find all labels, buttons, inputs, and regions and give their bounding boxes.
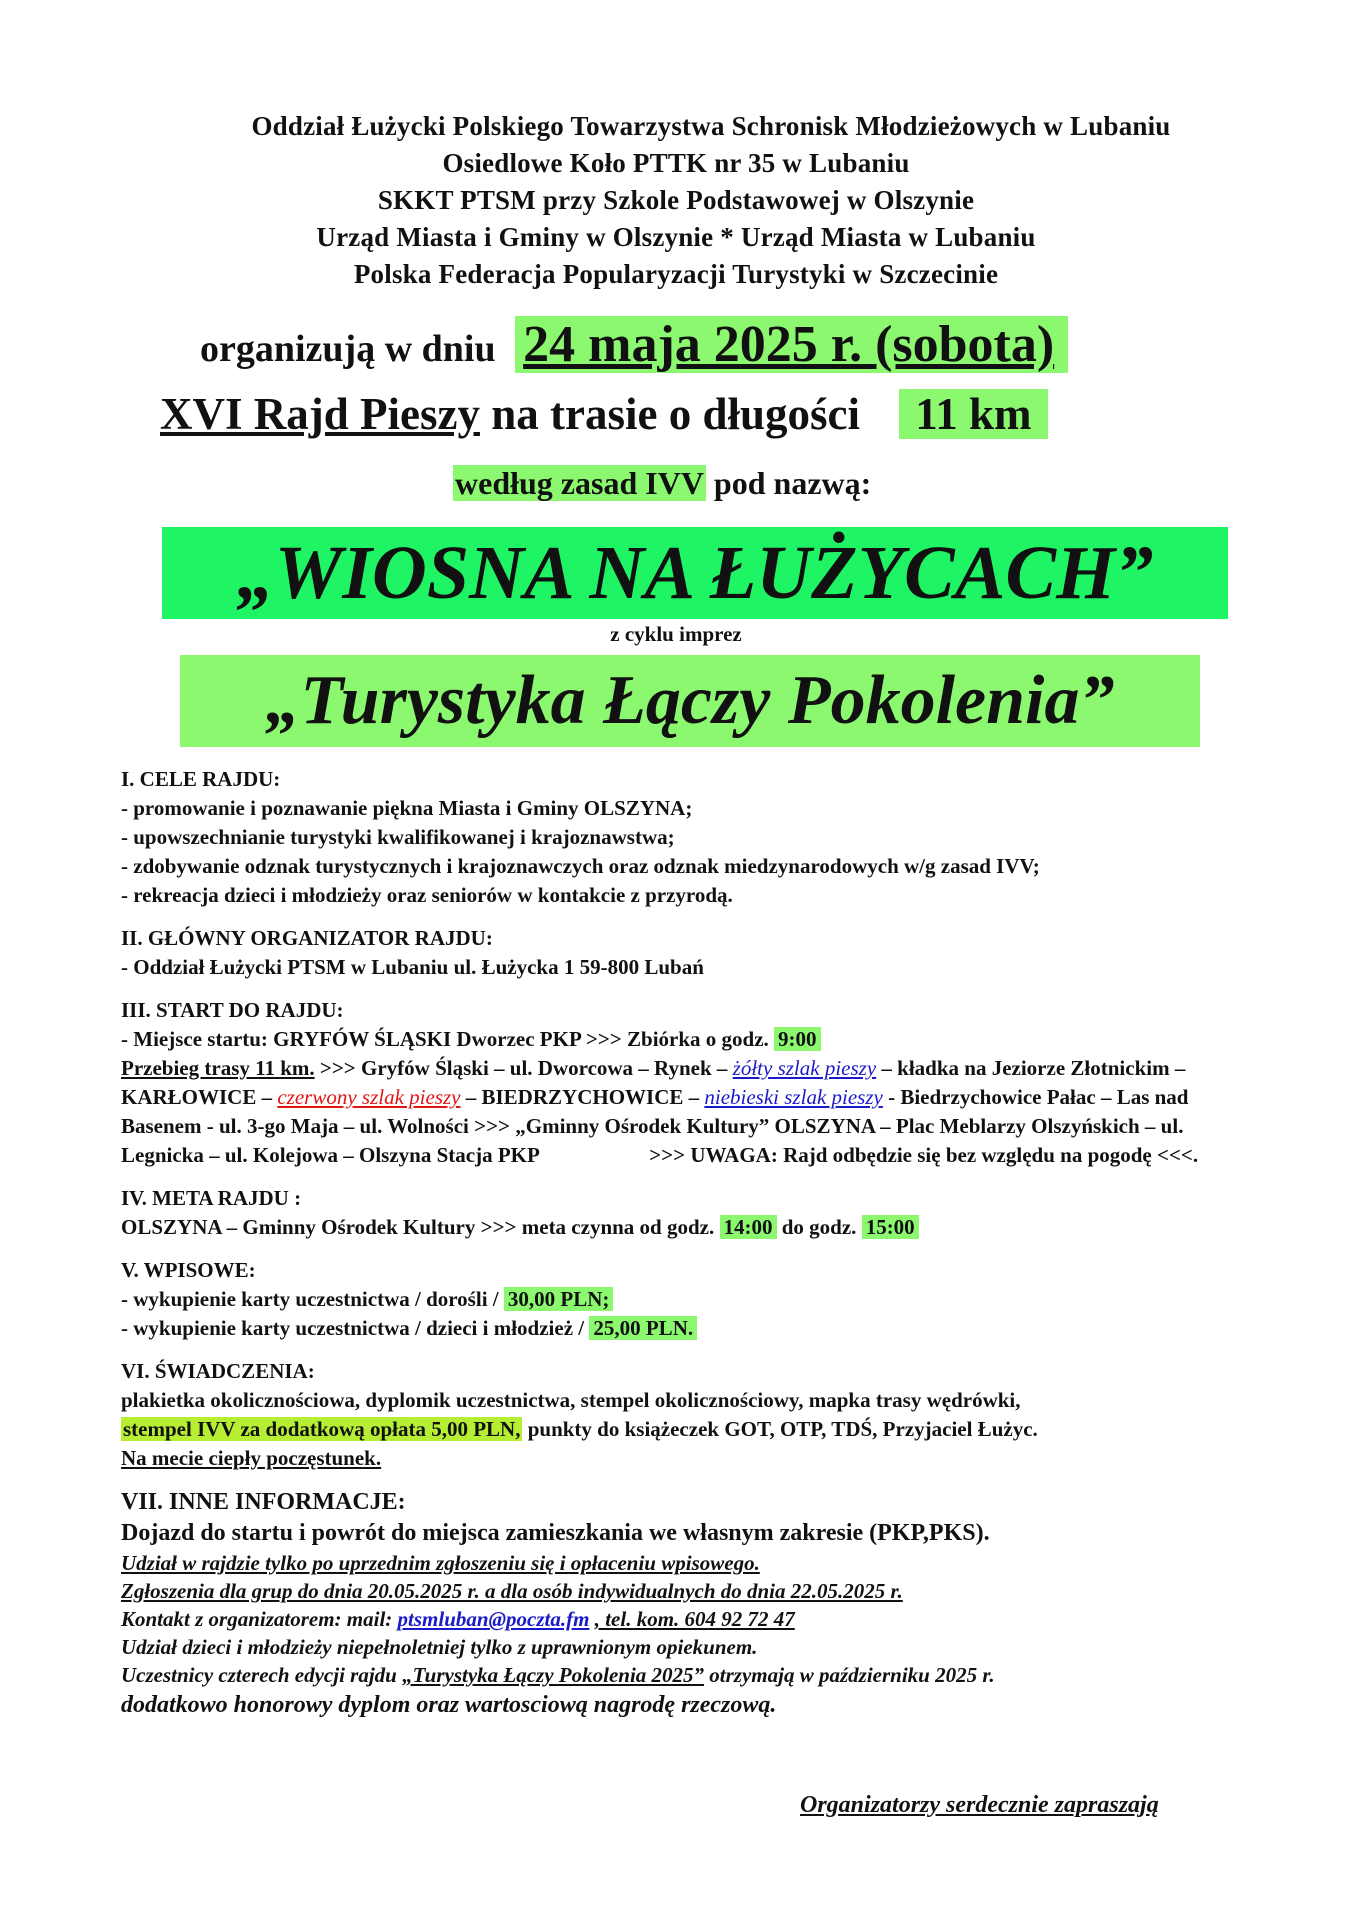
section-title: II. GŁÓWNY ORGANIZATOR RAJDU: [121, 926, 493, 950]
meta-line [121, 1213, 1261, 1242]
edition-prefix: Uczestnicy czterech edycji rajdu [121, 1663, 397, 1687]
info-line: Zgłoszenia dla grup do dnia 20.05.2025 r. a dla osób indywidualnych do dnia 22.05.2025 r. [121, 1579, 903, 1603]
ivv-stamp-fee: stempel IVV za dodatkową opłata 5,00 PLN, [123, 1417, 521, 1441]
route-part: – kładka na Jeziorze Złotnickim – KARŁOWICE – [121, 1056, 1186, 1109]
edition-event: „Turystyka Łączy Pokolenia 2025” [402, 1663, 705, 1687]
distance-badge: 11 km [899, 389, 1047, 439]
route-part: – BIEDRZYCHOWICE – [465, 1085, 700, 1109]
ivv-line [453, 465, 871, 502]
benefits-rest: punkty do książeczek GOT, OTP, TDŚ, Przyjaciel Łużyc. [527, 1417, 1038, 1441]
organizer-line: Oddział Łużycki Polskiego Towarzystwa Schronisk Młodzieżowych w Lubaniu [251, 111, 1171, 141]
benefits-meal: Na mecie ciepły poczęstunek. [121, 1446, 382, 1470]
route-part: >>> Gryfów Śląski – ul. Dworcowa – Rynek – [319, 1056, 728, 1080]
contact-phone: , tel. kom. 604 92 72 47 [594, 1607, 795, 1631]
fee-adult-label: - wykupienie karty uczestnictwa / dorośli / [121, 1287, 499, 1311]
section-title: III. START DO RAJDU: [121, 998, 344, 1022]
info-line: Udział dzieci i młodzieży niepełnoletniej tylko z uprawnionym opiekunem. [121, 1635, 758, 1659]
benefits-line [121, 1415, 1261, 1444]
ivv-rules: według zasad IVV [455, 465, 704, 501]
list-item: - upowszechnianie turystyki kwalifikowanej i krajoznawstwa; [121, 825, 675, 849]
cycle-title: „Turystyka Łączy Pokolenia” [180, 655, 1200, 747]
section-swiadczenia [121, 1357, 1261, 1473]
benefits-line: plakietka okolicznościowa, dyplomik uczestnictwa, stempel okolicznościowy, mapka trasy wędrówki, [121, 1388, 1021, 1412]
organizer-line: Polska Federacja Popularyzacji Turystyki w Szczecinie [353, 259, 999, 289]
start-place [121, 1025, 1261, 1054]
section-title: IV. META RAJDU : [121, 1186, 302, 1210]
fee-child-amount: 25,00 PLN. [589, 1316, 697, 1340]
list-item: - rekreacja dzieci i młodzieży oraz seniorów w kontakcie z przyrodą. [121, 883, 733, 907]
contact-prefix: Kontakt z organizatorem: mail: [121, 1607, 393, 1631]
rajd-middle: na trasie o długości [491, 389, 860, 439]
meta-open-to: 15:00 [862, 1215, 919, 1239]
section-title: I. CELE RAJDU: [121, 767, 281, 791]
fee-adult [121, 1285, 1261, 1314]
info-line: Udział w rajdzie tylko po uprzednim zgłoszeniu się i opłaceniu wpisowego. [121, 1551, 760, 1575]
section-title: V. WPISOWE: [121, 1258, 256, 1282]
list-item: - promowanie i poznawanie piękna Miasta i Gminy OLSZYNA; [121, 796, 693, 820]
route-part: - Biedrzychowice Pałac – Las nad Basenem - ul. 3-go Maja – ul. Wolności >>> „Gminny Ośrodek Kultury” OLSZYNA – Plac Meblarzy Olszyńskich – ul. Legnicka – ul. Kolejowa – Olszyna Stacja PKP [121, 1085, 1189, 1167]
start-time: 9:00 [774, 1027, 821, 1051]
event-title: „WIOSNA NA ŁUŻYCACH” [162, 527, 1228, 619]
fee-adult-amount: 30,00 PLN; [504, 1287, 614, 1311]
organizers-block [0, 108, 1352, 293]
section-wpisowe [121, 1256, 1261, 1343]
blue-trail-link[interactable]: niebieski szlak pieszy [704, 1085, 883, 1109]
list-item: - zdobywanie odznak turystycznych i krajoznawczych oraz odznak miedzynarodowych w/g zasad IVV; [121, 854, 1040, 878]
info-line: Dojazd do startu i powrót do miejsca zamieszkania we własnym zakresie (PKP,PKS). [121, 1520, 990, 1546]
rajd-name: XVI Rajd Pieszy [160, 389, 480, 439]
rajd-line [160, 388, 1048, 440]
red-trail-link[interactable]: czerwony szlak pieszy [277, 1085, 461, 1109]
yellow-trail-link[interactable]: żółty szlak pieszy [732, 1056, 877, 1080]
meta-open-from: 14:00 [720, 1215, 777, 1239]
event-date: 24 maja 2025 r. (sobota) [515, 316, 1068, 373]
fee-child-label: - wykupienie karty uczestnictwa / dzieci i młodzież / [121, 1316, 585, 1340]
section-cele [121, 765, 1261, 910]
cycle-label: z cyklu imprez [610, 622, 742, 646]
section-organizator [121, 924, 1261, 982]
meta-text: OLSZYNA – Gminny Ośrodek Kultury >>> meta czynna od godz. [121, 1215, 715, 1239]
route-description [121, 1054, 1261, 1170]
weather-warning: >>> UWAGA: Rajd odbędzie się bez względu na pogodę <<<. [649, 1143, 1199, 1167]
section-title: VI. ŚWIADCZENIA: [121, 1359, 315, 1383]
organizer-line: Osiedlowe Koło PTTK nr 35 w Lubaniu [442, 148, 910, 178]
section-meta [121, 1184, 1261, 1242]
organizer-line: Urząd Miasta i Gminy w Olszynie * Urząd Miasta w Lubaniu [316, 222, 1036, 252]
fee-child [121, 1314, 1261, 1343]
section-title: VII. INNE INFORMACJE: [121, 1489, 406, 1515]
email-link[interactable]: ptsmluban@poczta.fm [397, 1607, 590, 1631]
ivv-suffix: pod nazwą: [713, 465, 872, 501]
edition-suffix: otrzymają w październiku 2025 r. [709, 1663, 995, 1687]
section-inne [121, 1487, 1261, 1721]
start-place-text: - Miejsce startu: GRYFÓW ŚLĄSKI Dworzec PKP >>> Zbiórka o godz. [121, 1027, 769, 1051]
organizer-address: - Oddział Łużycki PTSM w Lubaniu ul. Łużycka 1 59-800 Lubań [121, 955, 704, 979]
organizer-line: SKKT PTSM przy Szkole Podstawowej w Olszynie [377, 185, 975, 215]
route-label: Przebieg trasy 11 km. [121, 1056, 315, 1080]
contact-line [121, 1605, 1261, 1633]
meta-mid: do godz. [781, 1215, 857, 1239]
section-start [121, 996, 1261, 1170]
date-prefix: organizują w dniu [200, 328, 496, 370]
document-body [121, 765, 1261, 1735]
closing-signature: Organizatorzy serdecznie zapraszają [800, 1792, 1159, 1818]
date-line [200, 315, 1068, 374]
info-line: dodatkowo honorowy dyplom oraz wartosciową nagrodę rzeczową. [121, 1692, 777, 1718]
info-line [121, 1661, 1261, 1689]
